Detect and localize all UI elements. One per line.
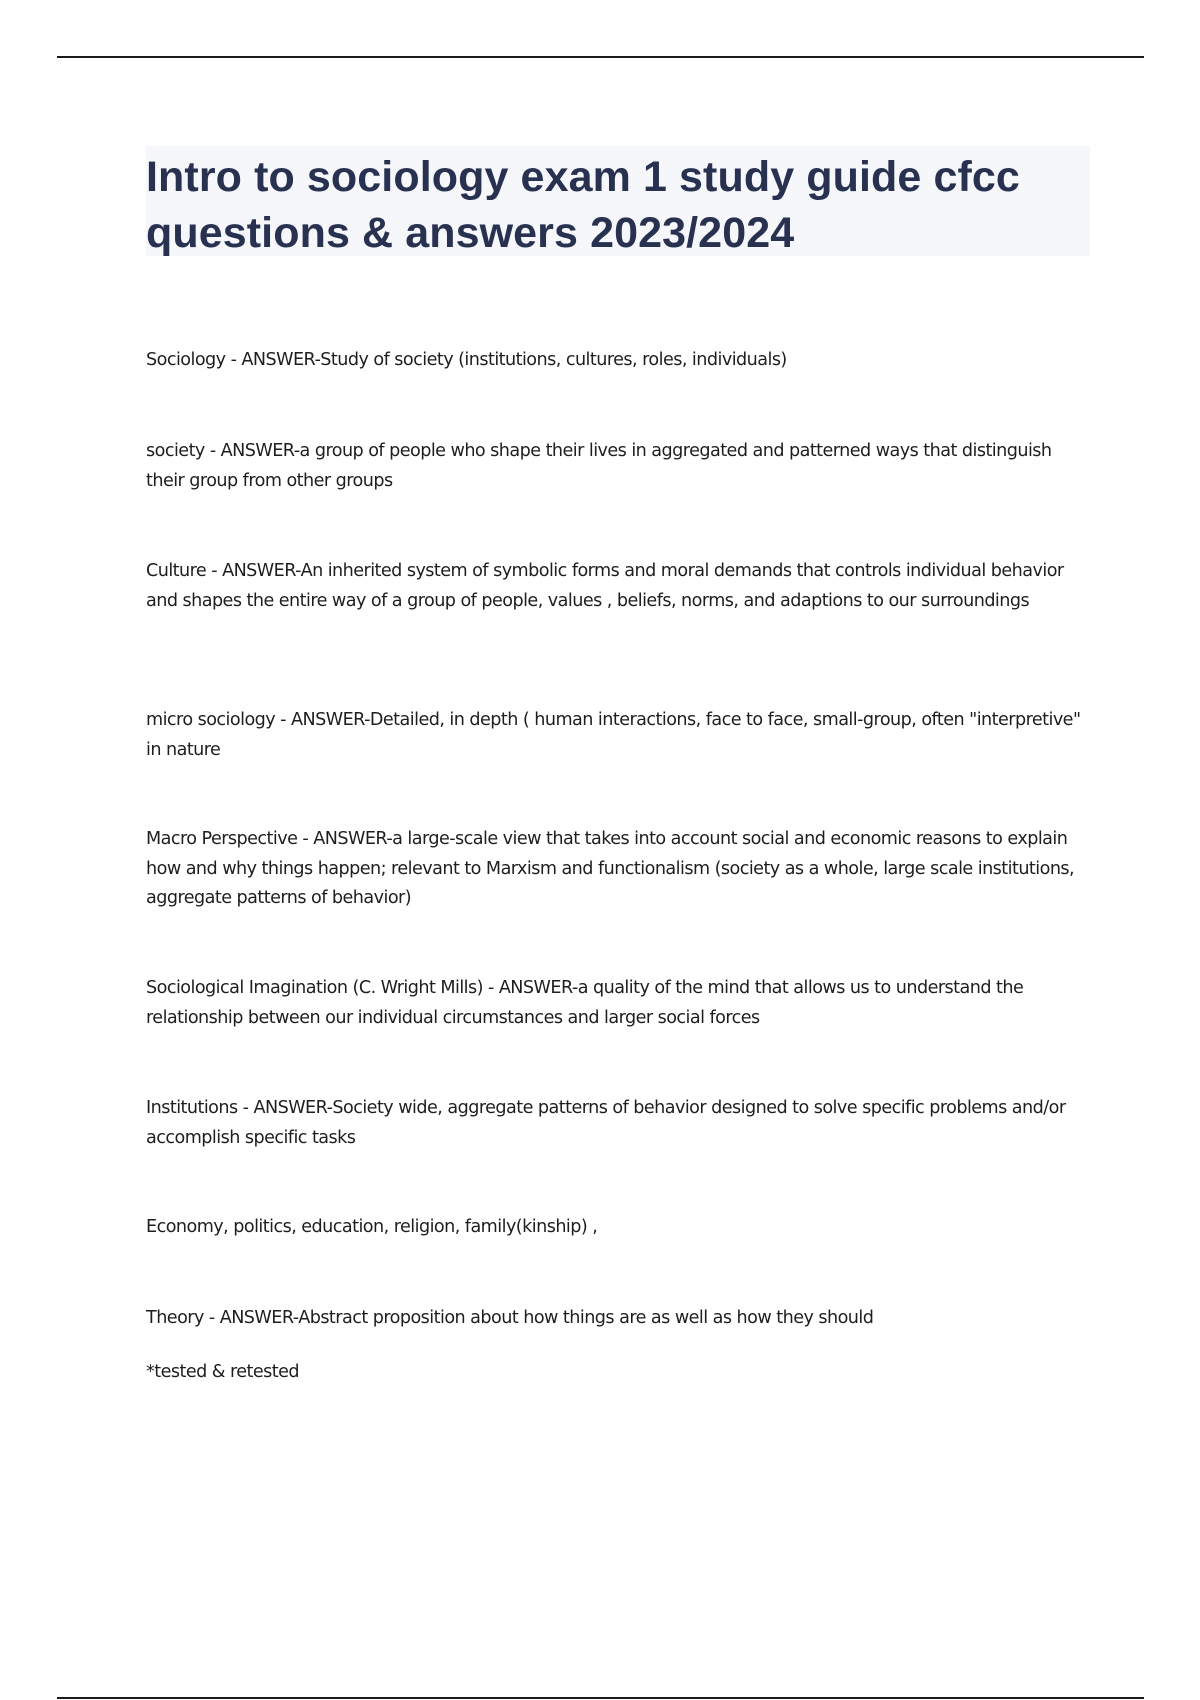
bottom-rule (57, 1697, 1144, 1699)
top-rule (57, 56, 1144, 58)
qa-entry-theory: Theory - ANSWER-Abstract proposition about how things are as well as how they should (146, 1308, 874, 1328)
qa-entry-micro-sociology: micro sociology - ANSWER-Detailed, in depth ( human interactions, face to face, small-group, often "interpretive" in nature (146, 710, 1081, 760)
qa-entry-culture: Culture - ANSWER-An inherited system of symbolic forms and moral demands that controls individual behavior and shapes the entire way of a group of people, values , beliefs, norms, and adaptions to our surroundings (146, 561, 1064, 611)
qa-entry-sociological-imagination: Sociological Imagination (C. Wright Mills) - ANSWER-a quality of the mind that allows us to understand the relationship between our individual circumstances and larger social forces (146, 978, 1024, 1028)
document-title: Intro to sociology exam 1 study guide cfcc questions & answers 2023/2024 (146, 153, 1020, 257)
qa-entry-theory-note: *tested & retested (146, 1362, 300, 1382)
qa-entry-sociology: Sociology - ANSWER-Study of society (institutions, cultures, roles, individuals) (146, 350, 787, 370)
qa-entry-institutions: Institutions - ANSWER-Society wide, aggregate patterns of behavior designed to solve specific problems and/or accomplish specific tasks (146, 1098, 1066, 1148)
qa-entry-macro-perspective: Macro Perspective - ANSWER-a large-scale view that takes into account social and economic reasons to explain how and why things happen; relevant to Marxism and functionalism (society as a whole, large scale institutions, aggregate patterns of behavior) (146, 829, 1075, 908)
qa-entry-society: society - ANSWER-a group of people who shape their lives in aggregated and patterned ways that distinguish their group from other groups (146, 441, 1052, 491)
title-block (146, 146, 1090, 256)
qa-entry-institution-examples: Economy, politics, education, religion, family(kinship) , (146, 1217, 598, 1237)
